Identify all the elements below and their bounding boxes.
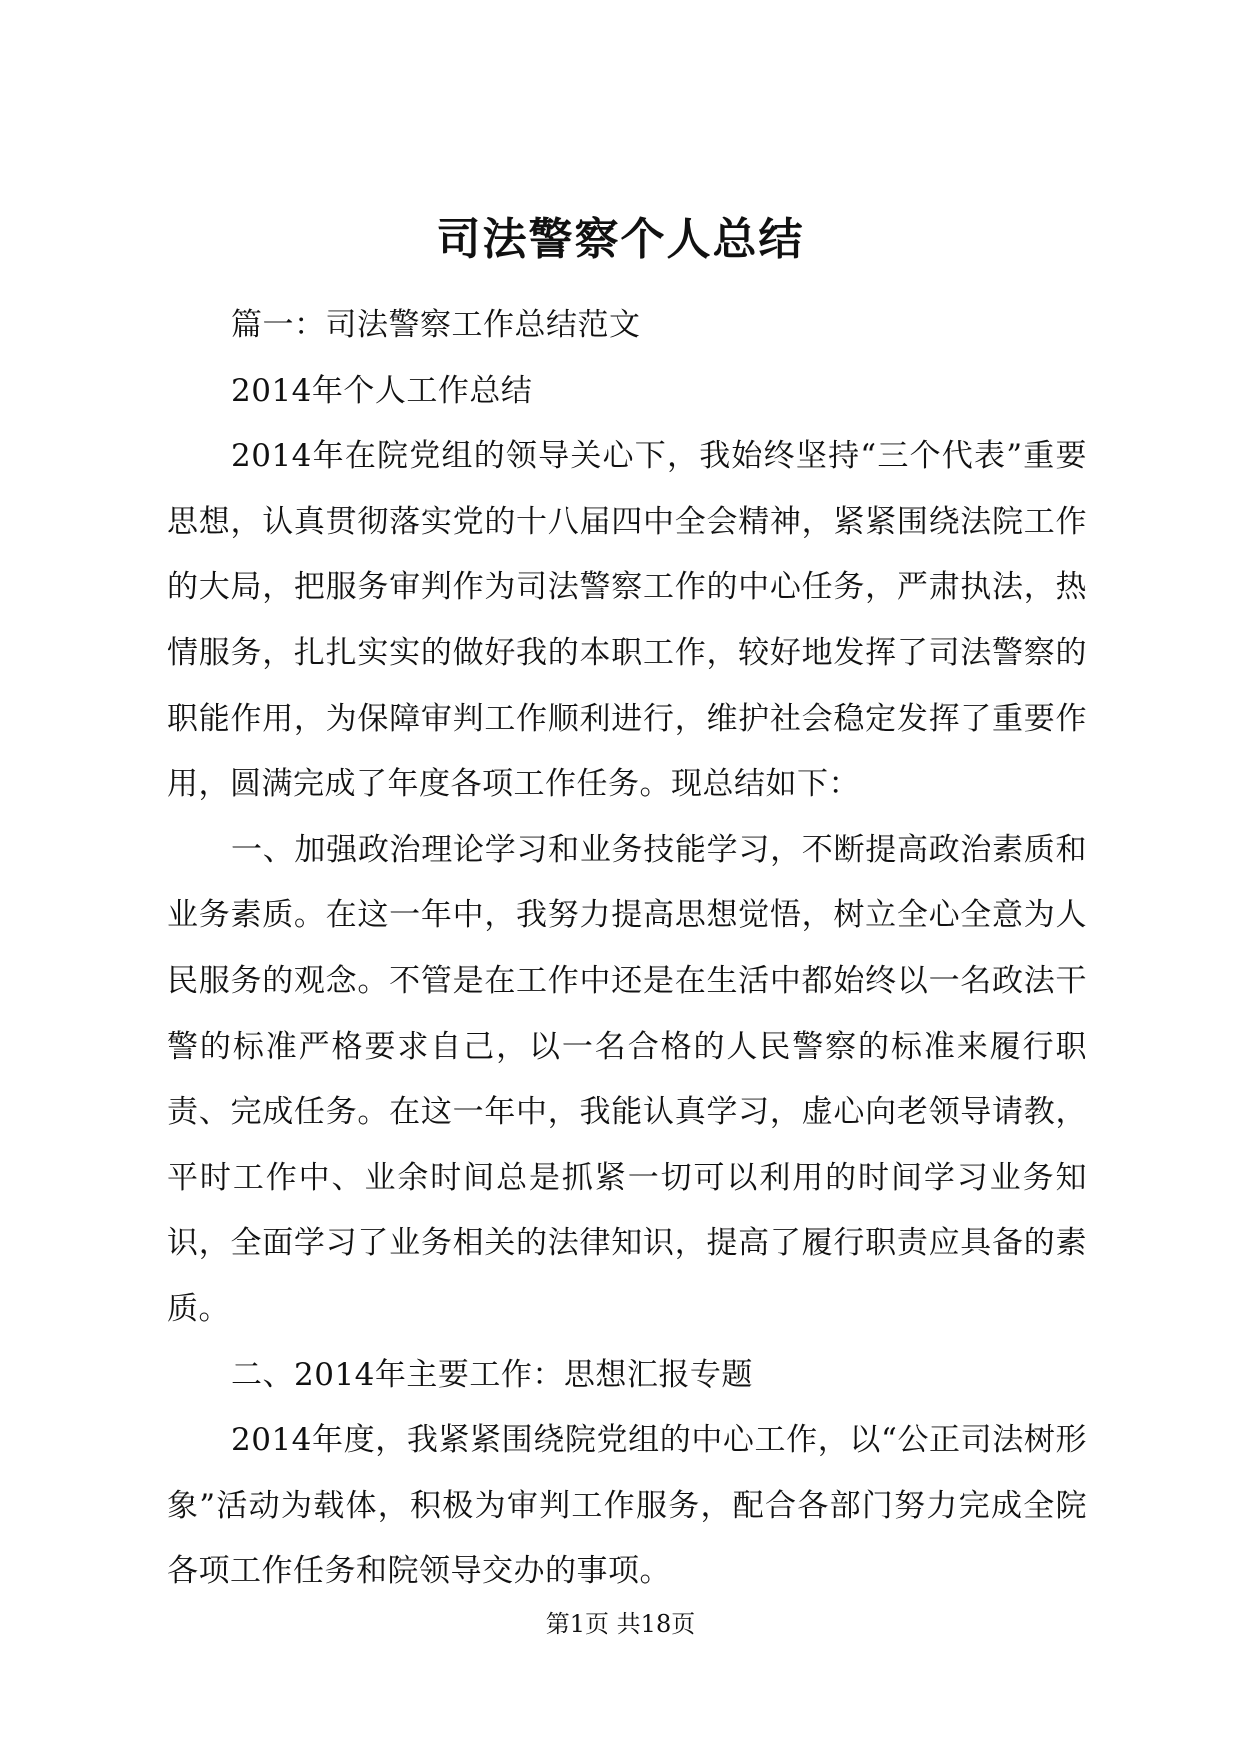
paragraph-point-one: 一、加强政治理论学习和业务技能学习，不断提高政治素质和业务素质。在这一年中，我努力提高思想觉悟，树立全心全意为人民服务的观念。不管是在工作中还是在生活中都始终以一名政法干警的标准严格要求自己，以一名合格的人民警察的标准来履行职责、完成任务。在这一年中，我能认真学习，虚心向老领导请教，平时工作中、业余时间总是抓紧一切可以利用的时间学习业务知识，全面学习了业务相关的法律知识，提高了履行职责应具备的素质。 (167, 831, 1087, 1327)
paragraph-subtitle: 2014年个人工作总结 (231, 372, 533, 409)
document-title: 司法警察个人总结 (436, 214, 805, 265)
paragraph-intro: 2014年在院党组的领导关心下，我始终坚持“三个代表”重要思想，认真贯彻落实党的十八届四中全会精神，紧紧围绕法院工作的大局，把服务审判作为司法警察工作的中心任务，严肃执法，热情服务，扎扎实实的做好我的本职工作，较好地发挥了司法警察的职能作用，为保障审判工作顺利进行，维护社会稳定发挥了重要作用，圆满完成了年度各项工作任务。现总结如下： (167, 438, 1087, 803)
paragraph-section-heading: 篇一：司法警察工作总结范文 (231, 307, 641, 343)
document-body (167, 293, 1087, 1605)
page-number-footer: 第1页 共18页 (545, 1610, 696, 1638)
paragraph-point-two: 2014年度，我紧紧围绕院党组的中心工作，以“公正司法树形象”活动为载体，积极为审判工作服务，配合各部门努力完成全院各项工作任务和院领导交办的事项。 (167, 1422, 1087, 1590)
paragraph-point-two-heading: 二、2014年主要工作：思想汇报专题 (231, 1356, 753, 1393)
